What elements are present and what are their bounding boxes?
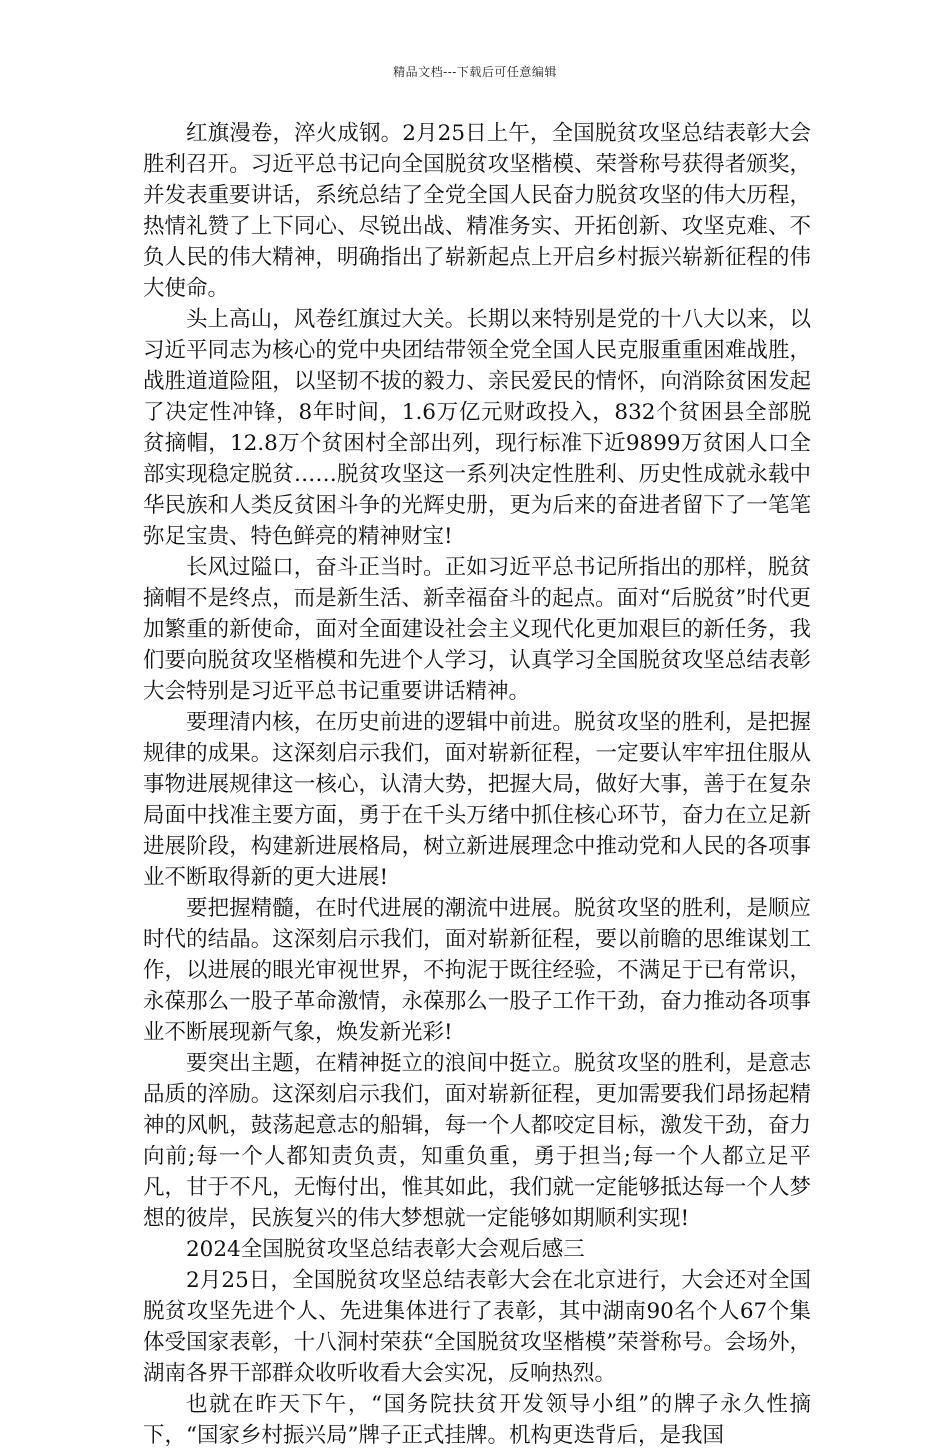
page-header: 精品文档---下载后可任意编辑 — [393, 65, 557, 79]
paragraph-2: 头上高山，风卷红旗过大关。长期以来特别是党的十八大以来，以习近平同志为核心的党中央团结带领全党全国人民克服重重困难战胜，战胜道道险阻，以坚韧不拔的毅力、亲民爱民的情怀，向消除贫困发起了决定性冲锋，8年时间，1.6万亿元财政投入，832个贫困县全部脱贫摘帽，12.8万个贫困村全部出列，现行标准下近9899万贫困人口全部实现稳定脱贫……脱贫攻坚这一系列决定性胜利、历史性成就永载中华民族和人类反贫困斗争的光辉史册，更为后来的奋进者留下了一笔笔弥足宝贵、特色鲜亮的精神财宝! — [143, 307, 811, 549]
section-heading: 2024全国脱贫攻坚总结表彰大会观后感三 — [186, 1237, 585, 1262]
paragraph-3: 长风过隘口，奋斗正当时。正如习近平总书记所指出的那样，脱贫摘帽不是终点，而是新生活、新幸福奋斗的起点。面对“后脱贫”时代更加繁重的新使命，面对全面建设社会主义现代化更加艰巨的新任务，我们要向脱贫攻坚楷模和先进个人学习，认真学习全国脱贫攻坚总结表彰大会特别是习近平总书记重要讲话精神。 — [143, 555, 811, 704]
paragraph-5: 要把握精髓，在时代进展的潮流中进展。脱贫攻坚的胜利，是顺应时代的结晶。这深刻启示我们，面对崭新征程，要以前瞻的思维谋划工作，以进展的眼光审视世界，不拘泥于既往经验，不满足于已有常识，永葆那么一股子革命激情，永葆那么一股子工作干劲，奋力推动各项事业不断展现新气象，焕发新光彩! — [143, 896, 811, 1045]
paragraph-6: 要突出主题，在精神挺立的浪间中挺立。脱贫攻坚的胜利，是意志品质的淬励。这深刻启示我们，面对崭新征程，更加需要我们昂扬起精神的风帆，鼓荡起意志的船辑，每一个人都咬定目标，激发干劲，奋力向前;每一个人都知责负责，知重负重，勇于担当;每一个人都立足平凡，甘于不凡，无悔付出，惟其如此，我们就一定能够抵达每一个人梦想的彼岸，民族复兴的伟大梦想就一定能够如期顺利实现! — [143, 1051, 811, 1231]
paragraph-8: 也就在昨天下午，“国务院扶贫开发领导小组”的牌子永久性摘下，“国家乡村振兴局”牌子正式挂牌。机构更迭背后，是我国 — [143, 1392, 811, 1448]
paragraph-4: 要理清内核，在历史前进的逻辑中前进。脱贫攻坚的胜利，是把握规律的成果。这深刻启示我们，面对崭新征程，一定要认牢牢扭住服从事物进展规律这一核心，认清大势，把握大局，做好大事，善于在复杂局面中找准主要方面，勇于在千头万绪中抓住核心环节，奋力在立足新进展阶段，构建新进展格局，树立新进展理念中推动党和人民的各项事业不断取得新的更大进展! — [143, 710, 811, 890]
document-body — [143, 118, 811, 1451]
paragraph-7: 2月25日，全国脱贫攻坚总结表彰大会在北京进行，大会还对全国脱贫攻坚先进个人、先进集体进行了表彰，其中湖南90名个人67个集体受国家表彰，十八洞村荣获“全国脱贫攻坚楷模”荣誉称号。会场外，湖南各界干部群众收听收看大会实况，反响热烈。 — [143, 1268, 812, 1386]
paragraph-1: 红旗漫卷，淬火成钢。2月25日上午，全国脱贫攻坚总结表彰大会胜利召开。习近平总书记向全国脱贫攻坚楷模、荣誉称号获得者颁奖，并发表重要讲话，系统总结了全党全国人民奋力脱贫攻坚的伟大历程，热情礼赞了上下同心、尽锐出战、精准务实、开拓创新、攻坚克难、不负人民的伟大精神，明确指出了崭新起点上开启乡村振兴崭新征程的伟大使命。 — [143, 121, 811, 301]
